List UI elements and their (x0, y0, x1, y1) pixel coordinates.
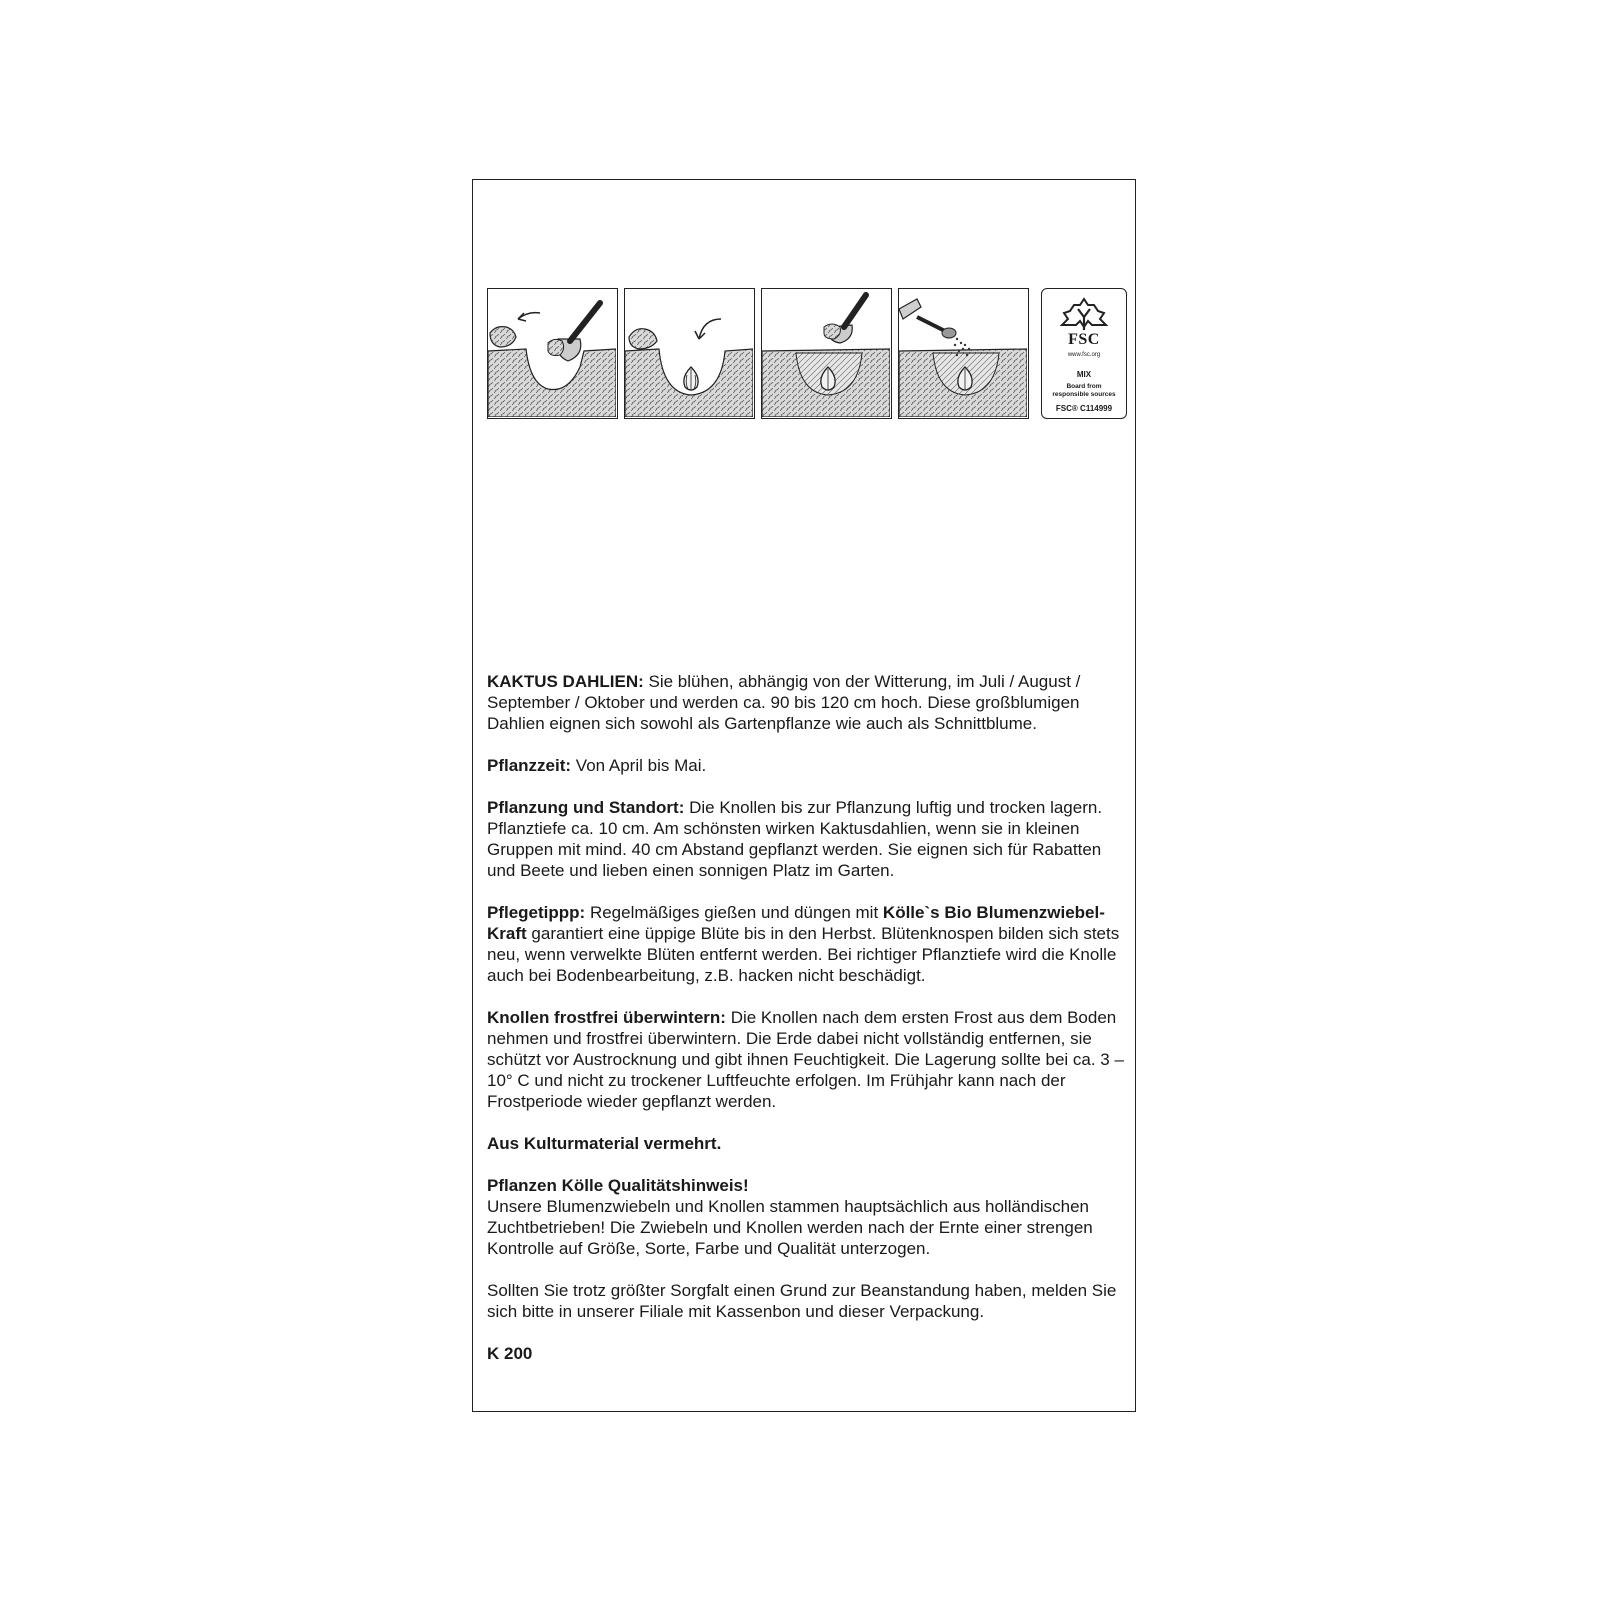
intro-heading: KAKTUS DAHLIEN: (487, 672, 644, 691)
section-pflanzung (487, 797, 1127, 881)
pflegetipp-body-end: garantiert eine üppige Blüte bis in den Herbst. Blütenknospen bilden sich stets neu, wenn verwelkte Blüten entfernt werden. Bei richtiger Pflanztiefe wird die Knolle auch bei Bodenbearbeitung, z.B. hacken nicht beschädigt. (487, 924, 1120, 985)
section-quality (487, 1175, 1127, 1259)
fsc-label (1041, 288, 1127, 419)
winter-heading: Knollen frostfrei überwintern: (487, 1008, 726, 1027)
dig-hole-illustration (488, 289, 616, 417)
quality-heading: Pflanzen Kölle Qualitätshinweis! (487, 1176, 749, 1195)
fsc-board-line2: responsible sources (1052, 391, 1116, 398)
section-winter (487, 1007, 1127, 1112)
section-pflanzzeit (487, 755, 1127, 776)
fsc-logo-text: FSC (1068, 331, 1100, 348)
instruction-card (472, 179, 1136, 1412)
section-intro (487, 671, 1127, 734)
pflanzung-heading: Pflanzung und Standort: (487, 798, 685, 817)
pflegetipp-heading: Pflegetippp: (487, 903, 586, 922)
product-code: K 200 (487, 1344, 533, 1363)
pflanzung-body: Die Knollen bis zur Pflanzung luftig und trocken lagern. Pflanztiefe ca. 10 cm. Am schönsten wirken Kaktusdahlien, wenn sie in kleinen Gruppen mit mind. 40 cm Abstand gepflanzt werden. Sie eignen sich für Rabatten und Beete und lieben einen sonnigen Platz im Garten. (487, 798, 1103, 880)
fsc-url: www.fsc.org (1067, 352, 1101, 358)
complaint-body: Sollten Sie trotz größter Sorgfalt einen Grund zur Beanstandung haben, melden Sie sich bitte in unserer Filiale mit Kassenbon und dieser Verpackung. (487, 1281, 1117, 1321)
section-kultur (487, 1133, 1127, 1154)
fsc-mix: MIX (1076, 370, 1092, 379)
quality-body: Unsere Blumenzwiebeln und Knollen stammen hauptsächlich aus holländischen Zuchtbetrieben! Die Zwiebeln und Knollen werden nach der Ernte einer strengen Kontrolle auf Größe, Sorte, Farbe und Qualität unterzogen. (487, 1197, 1093, 1258)
winter-body: Die Knollen nach dem ersten Frost aus dem Boden nehmen und frostfrei überwintern. Die Erde dabei nicht vollständig entfernen, sie schützt vor Austrocknung und gibt ihnen Feuchtigkeit. Die Lagerung sollte bei ca. 3 – 10° C und nicht zu trockener Luftfeuchte erfolgen. Im Frühjahr kann nach der Frostperiode wieder gepflanzt werden. (487, 1008, 1124, 1111)
step-dig-hole (487, 288, 618, 419)
fsc-code: FSC® C114999 (1055, 404, 1113, 413)
pflegetipp-body-start: Regelmäßiges gießen und düngen mit (589, 903, 879, 922)
step-water (898, 288, 1029, 419)
pflanzzeit-heading: Pflanzzeit: (487, 756, 572, 775)
fsc-board-text (1044, 383, 1124, 399)
fsc-tree-logo (1060, 297, 1108, 331)
pflegetipp-product: Kölle`s Bio Blumenzwiebel-Kraft (487, 903, 1105, 943)
section-pflegetipp (487, 902, 1127, 986)
section-complaint (487, 1280, 1127, 1322)
step-place-tuber (624, 288, 755, 419)
intro-body: Sie blühen, abhängig von der Witterung, im Juli / August / September / Oktober und werden ca. 90 bis 120 cm hoch. Diese großblumigen Dahlien eignen sich sowohl als Gartenpflanze wie auch als Schnittblume. (487, 672, 1081, 733)
cover-soil-illustration (762, 289, 890, 417)
section-code (487, 1343, 1127, 1364)
fsc-board-line1: Board from (1066, 383, 1102, 390)
place-tuber-illustration (625, 289, 753, 417)
kultur-heading: Aus Kulturmaterial vermehrt. (487, 1134, 722, 1153)
water-illustration (899, 289, 1027, 417)
step-cover-soil (761, 288, 892, 419)
description-text (487, 671, 1127, 1385)
pflanzzeit-body: Von April bis Mai. (575, 756, 707, 775)
